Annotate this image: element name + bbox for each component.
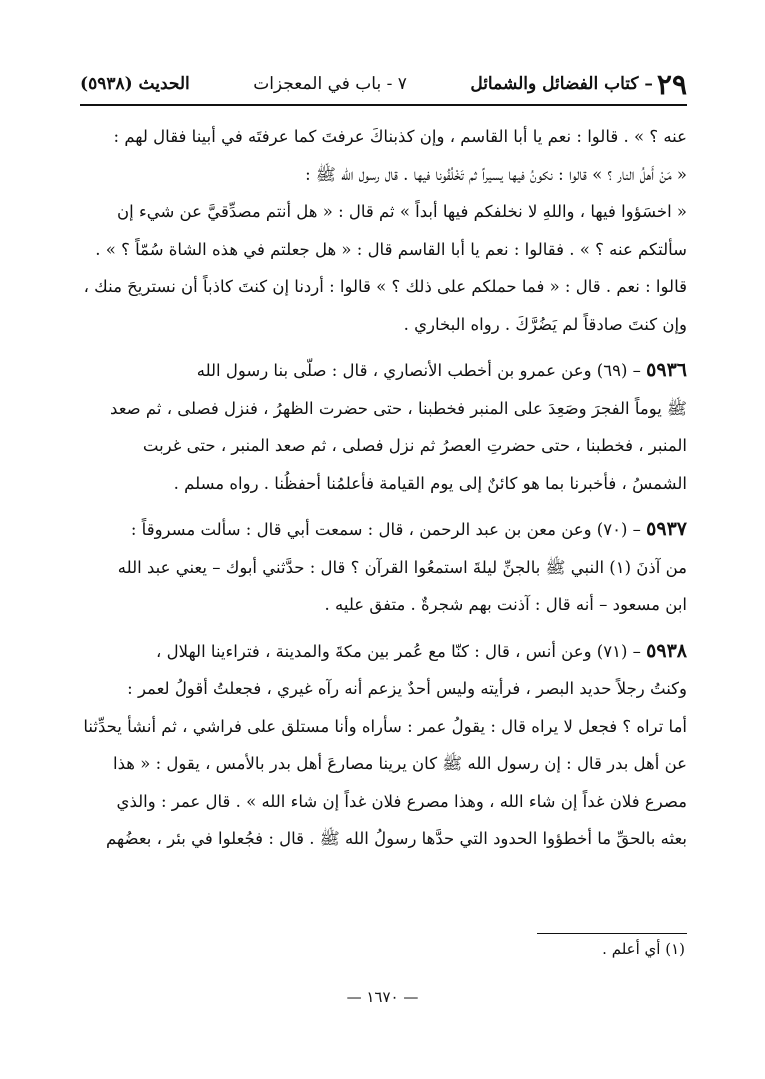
text-line: ﷺ يوماً الفجرَ وصَعِدَ على المنبر فخطبنا ، حتى حضرت الظهرُ ، فنزل فصلى ، ثم صعد: [110, 398, 687, 418]
text-line: الشمسُ ، فأخبرنا بما هو كائنٌ إلى يوم القيامة فأعلمُنا أحفظُنا . رواه مسلم .: [173, 473, 687, 493]
text-line: وكنتُ رجلاً حديد البصر ، فرأيته وليس أحدٌ يزعم أنه رآه غيري ، فجعلتُ أقولُ لعمر :: [127, 679, 687, 698]
text-line-content: – (٧١) وعن أنس ، قال : كنّا مع عُمر بين مكةَ والمدينة ، فتراءينا الهلال ،: [156, 641, 641, 661]
text-line: [80, 633, 687, 671]
hadith-5938: [80, 633, 687, 858]
text-line: بعثه بالحقِّ ما أخطؤوا الحدود التي حدَّها رسولُ الله ﷺ . قال : فجُعلوا في بئر ، بعضُهم: [105, 829, 687, 848]
running-header: [80, 64, 687, 106]
footnote-divider: [537, 933, 687, 934]
text-line: [80, 352, 687, 390]
text-line: ابن مسعود – أنه قال : آذنت بهم شجرةٌ . متفق عليه .: [324, 595, 687, 614]
text-line-content: – (٦٩) وعن عمرو بن أخطب الأنصاري ، قال : صلّى بنا رسول الله: [196, 361, 641, 380]
text-line: « اخسَؤوا فيها ، واللهِ لا نخلفكم فيها أبداً » ثم قال : « هل أنتم مصدِّقيَّ عن شيء إن: [117, 202, 687, 221]
chapter-heading: [470, 68, 687, 101]
hadith-5937: [80, 511, 687, 624]
hadith-number: ٥٩٣٦: [646, 359, 687, 381]
hadith-number: ٥٩٣٧: [646, 518, 687, 540]
text-line: من آذنَ (١) النبي ﷺ بالجنِّ ليلةَ استمعُوا القرآن ؟ قال : حدَّثني أبوك – يعني عبد الله: [117, 557, 687, 577]
chapter-title: – كتاب الفضائل والشمائل: [470, 74, 653, 94]
hadith-5936: [80, 352, 687, 502]
text-line: سألتكم عنه ؟ » . فقالوا : نعم يا أبا القاسم قال : « هل جعلتم في هذه الشاة سُمّاً ؟ » .: [95, 239, 687, 259]
page-number: — ١٦٧٠ —: [346, 988, 419, 1006]
text-line: المنبر ، فخطبنا ، حتى حضرتِ العصرُ ثم نزل فصلى ، ثم صعد المنبر ، حتى غربت: [142, 436, 687, 455]
hadith-reference: الحديث (٥٩٣٨): [80, 74, 190, 94]
text-line: عنه ؟ » . قالوا : نعم يا أبا القاسم ، وإن كذبناكَ عرفتَ كما عرفتَه في أبينا فقال لهم :: [113, 127, 687, 146]
page-body: [80, 118, 687, 858]
text-line: مصرع فلان غداً إن شاء الله ، وهذا مصرع فلان غداً إن شاء الله » . قال عمر : والذي: [116, 791, 687, 811]
text-line: [80, 511, 687, 549]
text-line: أما تراه ؟ فجعل لا يراه قال : يقولُ عمر : سأراه وأنا مستلق على فراشي ، ثم أنشأ يحدِّثنا: [83, 716, 687, 736]
hadith-number: ٥٩٣٨: [646, 639, 687, 662]
paragraph-continuation: [80, 118, 687, 343]
text-line-content: – (٧٠) وعن معن بن عبد الرحمن ، قال : سمعت أبي قال : سألت مسروقاً :: [130, 520, 641, 539]
text-line: وإن كنتَ صادقاً لم يَضُرَّكَ . رواه البخاري .: [403, 314, 687, 334]
section-title: ٧ - باب في المعجزات: [253, 74, 407, 94]
text-line: قالوا : نعم . قال : « فما حملكم على ذلك ؟ » قالوا : أردنا إن كنتَ كاذباً أن نستريحَ منك ،: [83, 277, 687, 296]
text-line: عن أهل بدر قال : إن رسول الله ﷺ كان يرينا مصارعَ أهل بدر بالأمس ، يقول : « هذا: [113, 754, 687, 773]
footnote: (١) أي أعلم .: [602, 940, 685, 958]
text-line: « مَنْ أَهلُ النار ؟ » قالوا : نكونُ فيها يسيراً ثم تَخْلُفُونا فيها . قال رسول الله ﷺ :: [305, 164, 687, 184]
chapter-number: ٢٩: [656, 67, 687, 101]
